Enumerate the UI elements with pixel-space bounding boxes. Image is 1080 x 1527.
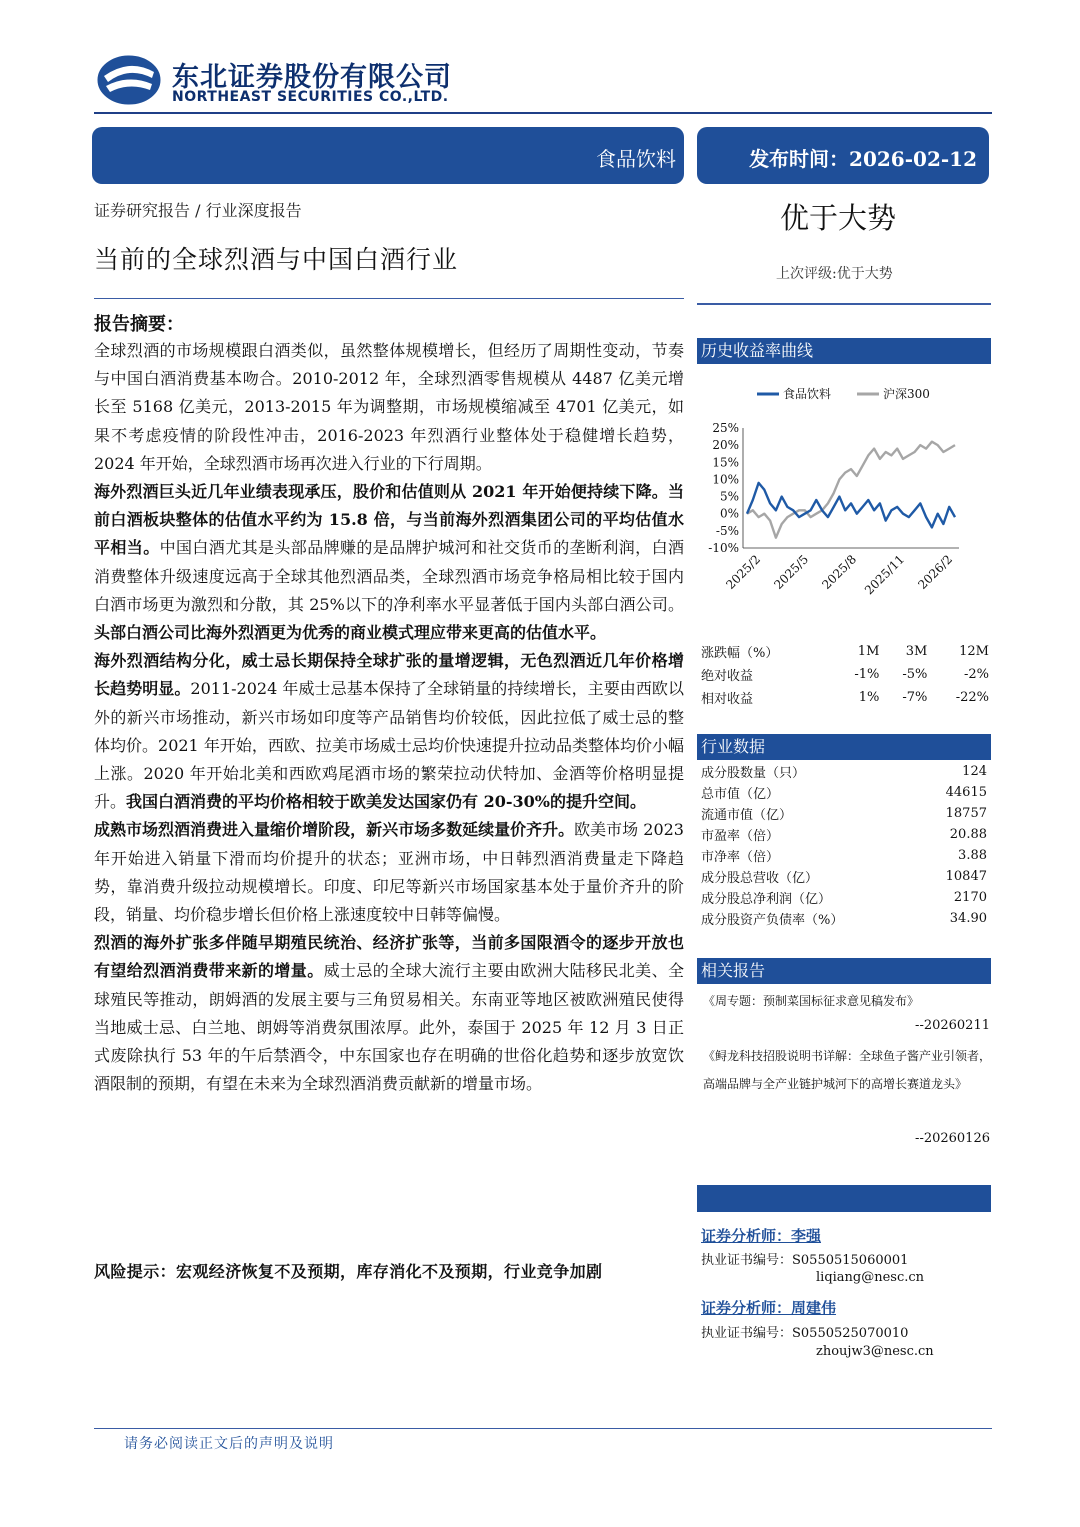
footer-disclaimer: 请务必阅读正文后的声明及说明 <box>124 1436 334 1452</box>
return-curve-chart <box>697 372 993 634</box>
page-title: 当前的全球烈酒与中国白酒行业 <box>94 245 459 274</box>
related-reports-heading: 相关报告 <box>697 958 991 984</box>
metric-label: 成分股总净利润（亿） <box>701 892 832 907</box>
returns-cell: -22% <box>955 690 989 705</box>
header-divider <box>94 112 992 114</box>
metric-label: 成分股数量（只） <box>701 766 806 781</box>
returns-row <box>699 686 991 709</box>
summary-paragraph-1: 全球烈酒的市场规模跟白酒类似，虽然整体规模增长，但经历了周期性变动，节奏与中国白酒消费基本吻合。2010-2012 年，全球烈酒零售规模从 4487 亿美元增长至 5168 亿美元，2013-2015 年为调整期，市场规模缩减至 4701 亿美元，如果不考虑疫情的阶段性冲击，2016-2023 年烈酒行业整体处于稳健增长趋势，2024 年开始，全球烈酒市场再次进入行业的下行周期。 <box>94 341 684 473</box>
metric-label: 成分股资产负债率（%） <box>701 913 844 928</box>
related-report-date: --20260211 <box>915 1018 990 1033</box>
metric-value: 34.90 <box>949 911 987 926</box>
industry-data-heading: 行业数据 <box>697 734 991 760</box>
p4-bold: 成熟市场烈酒消费进入量缩价增阶段，新兴市场多数延续量价齐升。 <box>94 820 575 840</box>
analyst-certificate: 执业证书编号：S0550515060001 <box>701 1253 909 1268</box>
p2-bold: 海外烈酒巨头近几年业绩表现承压，股价和估值则从 2021 年开始便持续下降。当前白酒板块整体的估值水平约为 15.8 倍，与当前海外烈酒集团公司的平均估值水平相当。 <box>94 482 684 558</box>
metric-label: 市净率（倍） <box>701 850 780 865</box>
metric-value: 44615 <box>945 785 987 800</box>
returns-table <box>699 640 991 709</box>
returns-header: 12M <box>959 644 989 659</box>
table-row <box>699 887 989 908</box>
y-tick-label: 15% <box>712 455 739 470</box>
returns-cell: -7% <box>902 690 928 705</box>
returns-header: 1M <box>857 644 880 659</box>
analyst-section-bar <box>697 1185 991 1212</box>
x-tick-label: 2026/2 <box>915 552 956 592</box>
p5-text: 威士忌的全球大流行主要由欧洲大陆移民北美、全球殖民等推动，朗姆酒的发展主要与三角贸易相关。东南亚等地区被欧洲殖民使得当地威士忌、白兰地、朗姆等消费氛围浓厚。此外，泰国于 2025 年 12 月 3 日正式废除执行 53 年的午后禁酒令，中东国家也存在明确的世俗化趋势和逐步放宽饮酒限制的预期，有望在未来为全球烈酒消费贡献新的增量市场。 <box>94 961 684 1094</box>
metric-value: 20.88 <box>949 827 987 842</box>
company-logo <box>94 52 164 108</box>
p4-text: 欧美市场 2023 年开始进入销量下滑而均价提升的状态；亚洲市场，中日韩烈酒消费量走下降趋势，靠消费升级拉动规模增长。印度、印尼等新兴市场国家基本处于量价齐升的阶段，销量、均价稳步增长但价格上涨速度较中日韩等偏慢。 <box>94 820 684 925</box>
p2-tail-bold: 头部白酒公司比海外烈酒更为优秀的商业模式理应带来更高的估值水平。 <box>94 623 607 643</box>
legend-label: 食品饮料 <box>783 387 832 401</box>
rating: 优于大势 <box>780 201 897 235</box>
risk-warning: 风险提示：宏观经济恢复不及预期，库存消化不及预期，行业竞争加剧 <box>94 1262 603 1281</box>
rating-divider <box>697 303 991 305</box>
footer-divider <box>94 1428 992 1429</box>
table-row <box>699 782 989 803</box>
y-tick-label: 20% <box>712 438 739 453</box>
table-row <box>699 761 989 782</box>
sector-label: 食品饮料 <box>596 147 676 171</box>
related-report-link[interactable]: 《周专题：预制菜国标征求意见稿发布》 <box>703 994 920 1008</box>
chart-y-axis <box>708 421 959 555</box>
y-tick-label: 25% <box>712 421 739 435</box>
title-divider <box>94 298 684 299</box>
series-line <box>747 442 955 538</box>
p5-bold: 烈酒的海外扩张多伴随早期殖民统治、经济扩张等，当前多国限酒令的逐步开放也有望给烈酒消费带来新的增量。 <box>94 933 684 981</box>
analyst-certificate: 执业证书编号：S0550525070010 <box>701 1326 909 1341</box>
metric-value: 10847 <box>945 869 987 884</box>
analyst-email[interactable]: zhoujw3@nesc.cn <box>816 1344 934 1359</box>
returns-header: 3M <box>905 644 928 659</box>
y-tick-label: 5% <box>719 489 739 504</box>
chart-x-axis <box>723 552 955 597</box>
company-name-cn: 东北证券股份有限公司 <box>172 62 452 93</box>
breadcrumb: 证券研究报告 / 行业深度报告 <box>94 201 302 220</box>
y-tick-label: -5% <box>715 523 739 538</box>
p3-tail-bold: 我国白酒消费的平均价格相较于欧美发达国家仍有 20-30%的提升空间。 <box>126 792 646 812</box>
analyst-name: 证券分析师：李强 <box>701 1227 822 1245</box>
returns-cell: 绝对收益 <box>701 669 754 684</box>
industry-data-table <box>699 761 989 929</box>
legend-label: 沪深300 <box>883 387 930 401</box>
metric-label: 总市值（亿） <box>701 787 780 802</box>
publish-date: 发布时间：2026-02-12 <box>749 147 977 171</box>
table-row <box>699 908 989 929</box>
summary-body <box>94 337 684 1098</box>
sector-banner <box>92 127 684 184</box>
table-row <box>699 866 989 887</box>
returns-cell: -1% <box>854 667 880 682</box>
metric-label: 成分股总营收（亿） <box>701 871 819 886</box>
analyst-name: 证券分析师：周建伟 <box>701 1299 837 1317</box>
p3-bold: 海外烈酒结构分化，威士忌长期保持全球扩张的量增逻辑，无色烈酒近几年价格增长趋势明显。 <box>94 651 684 699</box>
x-tick-label: 2025/5 <box>771 552 812 592</box>
y-tick-label: 10% <box>712 472 739 487</box>
returns-cell: 1% <box>858 690 880 705</box>
chart-series <box>747 442 955 538</box>
summary-heading: 报告摘要： <box>94 314 184 335</box>
previous-rating: 上次评级:优于大势 <box>776 266 893 282</box>
summary-paragraph-2 <box>94 478 684 647</box>
summary-paragraph-4 <box>94 816 684 929</box>
returns-cell: 相对收益 <box>701 692 754 707</box>
history-chart-heading: 历史收益率曲线 <box>697 338 991 364</box>
returns-cell: -2% <box>963 667 989 682</box>
table-row <box>699 845 989 866</box>
metric-value: 2170 <box>953 890 987 905</box>
returns-header: 涨跌幅（%） <box>701 646 779 661</box>
y-tick-label: 0% <box>719 506 739 521</box>
y-tick-label: -10% <box>708 541 739 555</box>
metric-value: 3.88 <box>958 848 987 863</box>
date-banner <box>697 127 989 184</box>
returns-cell: -5% <box>902 667 928 682</box>
related-report-date: --20260126 <box>915 1131 990 1146</box>
table-row <box>699 803 989 824</box>
table-row <box>699 824 989 845</box>
metric-label: 市盈率（倍） <box>701 829 780 844</box>
metric-label: 流通市值（亿） <box>701 808 793 823</box>
returns-row <box>699 663 991 686</box>
metric-value: 18757 <box>945 806 987 821</box>
analyst-email[interactable]: liqiang@nesc.cn <box>816 1270 925 1285</box>
x-tick-label: 2025/8 <box>819 552 860 592</box>
x-tick-label: 2025/2 <box>723 552 764 592</box>
summary-paragraph-3 <box>94 647 684 816</box>
x-tick-label: 2025/11 <box>861 552 908 598</box>
metric-value: 124 <box>962 764 987 779</box>
returns-header-row <box>699 640 991 663</box>
p2-text: 中国白酒尤其是头部品牌赚的是品牌护城河和社交货币的垄断利润，白酒消费整体升级速度远高于全球其他烈酒品类，全球烈酒市场竞争格局相比较于国内白酒市场更为激烈和分散，其 25%以下的净利率水平显著低于国内头部白酒公司。 <box>94 538 684 614</box>
company-name-en: NORTHEAST SECURITIES CO.,LTD. <box>172 89 449 105</box>
chart-legend <box>757 386 930 401</box>
summary-paragraph-5 <box>94 929 684 1098</box>
series-line <box>747 483 955 528</box>
related-report-link[interactable]: 《鲟龙科技招股说明书详解：全球鱼子酱产业引领者，高端品牌与全产业链护城河下的高增长赛道龙头》 <box>703 1049 992 1091</box>
p3-text: 2011-2024 年威士忌基本保持了全球销量的持续增长，主要由西欧以外的新兴市场推动，新兴市场如印度等产品销售均价较低，因此拉低了威士忌的整体均价。2021 年开始，西欧、拉美市场威士忌均价快速提升拉动品类整体均价小幅上涨。2020 年开始北美和西欧鸡尾酒市场的繁荣拉动伏特加、金酒等价格明显提升。 <box>94 679 684 812</box>
